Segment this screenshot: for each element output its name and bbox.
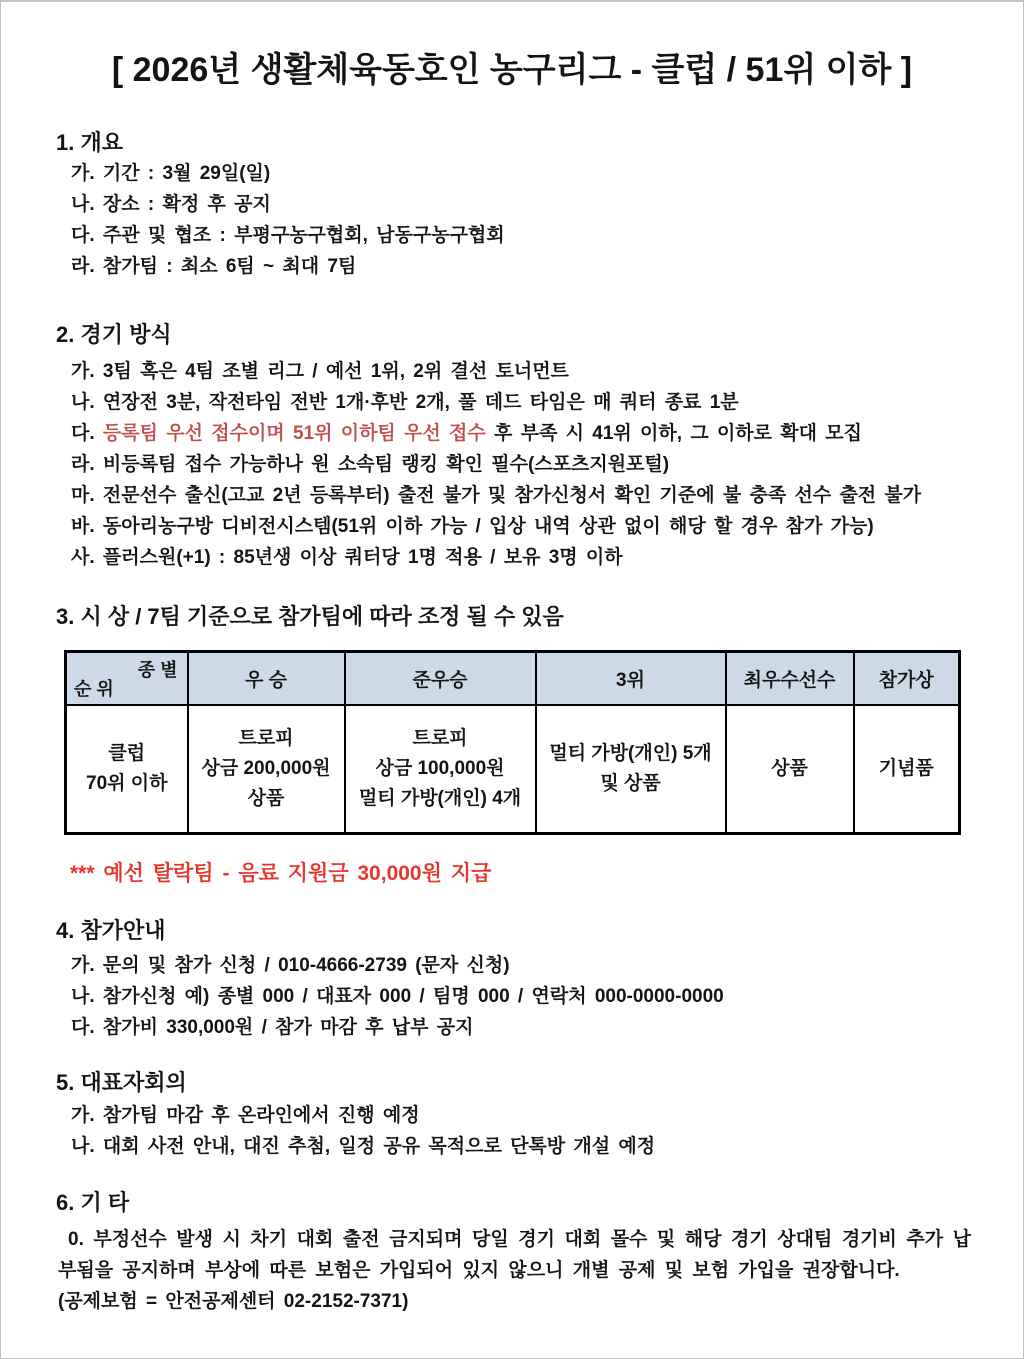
item-prefix: 다. (71, 423, 103, 444)
elimination-note: *** 예선 탈락팀 - 음료 지원금 30,000원 지급 (70, 862, 492, 885)
overview-items (56, 158, 975, 282)
prize-line: 상금 200,000원 (201, 757, 331, 779)
section-etc-heading: 6. 기 타 (56, 1190, 130, 1215)
list-item-highlighted (71, 418, 975, 449)
list-item: 나. 장소 : 확정 후 공지 (71, 194, 271, 215)
list-item: 사. 플러스원(+1) : 85년생 이상 쿼터당 1명 적용 / 보유 3명 이하 (71, 547, 623, 568)
row-label-cell (66, 705, 188, 834)
column-header-runner-up: 준우승 (345, 652, 536, 705)
section-awards (56, 602, 975, 887)
prize-line: 트로피 (238, 727, 294, 749)
etc-paragraph: 0. 부정선수 발생 시 차기 대회 출전 금지되며 당일 경기 대회 몰수 및 해당 경기 상대팀 경기비 추가 납부됨을 공지하며 부상에 따른 보험은 가입되어 있지 않으니 개별 공제 및 보험 가입을 권장합니다. (58, 1229, 971, 1281)
list-item: 가. 3팀 혹은 4팀 조별 리그 / 예선 1위, 2위 결선 토너먼트 (71, 361, 569, 382)
section-overview-heading: 1. 개요 (56, 130, 123, 155)
winner-prize-cell (188, 705, 345, 834)
list-item: 마. 전문선수 출신(고교 2년 등록부터) 출전 불가 및 참가신청서 확인 기준에 불 충족 선수 출전 불가 (71, 485, 922, 506)
corner-label-category: 종 별 (137, 660, 178, 680)
item-rest: 후 부족 시 41위 이하, 그 이하로 확대 모집 (485, 423, 862, 444)
mvp-prize-cell (726, 705, 854, 834)
section-registration (56, 916, 975, 1043)
registration-items (56, 950, 975, 1043)
prize-line: 기념품 (878, 757, 934, 779)
format-items (56, 356, 975, 573)
prize-table (64, 650, 961, 835)
list-item: 라. 참가팀 : 최소 6팀 ~ 최대 7팀 (71, 256, 357, 277)
table-corner-cell (66, 652, 188, 705)
column-header-participation: 참가상 (854, 652, 960, 705)
list-item: 가. 기간 : 3월 29일(일) (71, 163, 271, 184)
prize-table-header-row (66, 652, 960, 705)
prize-table-body-row (66, 705, 960, 834)
prize-line: 멀티 가방(개인) 4개 (358, 787, 522, 809)
section-awards-heading: 3. 시 상 / 7팀 기준으로 참가팀에 따라 조정 될 수 있음 (56, 604, 564, 629)
prize-line: 트로피 (412, 727, 468, 749)
column-header-mvp: 최우수선수 (726, 652, 854, 705)
meeting-items (56, 1100, 975, 1162)
list-item: 다. 참가비 330,000원 / 참가 마감 후 납부 공지 (71, 1017, 474, 1038)
list-item: 나. 연장전 3분, 작전타임 전반 1개·후반 2개, 풀 데드 타임은 매 쿼터 종료 1분 (71, 392, 739, 413)
participation-prize-cell (854, 705, 960, 834)
list-item: 바. 동아리농구방 디비전시스템(51위 이하 가능 / 입상 내역 상관 없이 해당 할 경우 참가 가능) (71, 516, 874, 537)
section-format (56, 320, 975, 573)
list-item: 가. 참가팀 마감 후 온라인에서 진행 예정 (71, 1105, 420, 1126)
row-label-line: 클럽 (108, 742, 146, 764)
priority-registration-highlight: 등록팀 우선 접수이며 51위 이하팀 우선 접수 (102, 423, 486, 444)
section-registration-heading: 4. 참가안내 (56, 918, 166, 943)
third-prize-cell (536, 705, 726, 834)
page-title: [ 2026년 생활체육동호인 농구리그 - 클럽 / 51위 이하 ] (111, 51, 913, 89)
list-item: 라. 비등록팀 접수 가능하나 원 소속팀 랭킹 확인 필수(스포츠지원포털) (71, 454, 670, 475)
column-header-third: 3위 (536, 652, 726, 705)
section-format-heading: 2. 경기 방식 (56, 322, 172, 347)
list-item: 가. 문의 및 참가 신청 / 010-4666-2739 (문자 신청) (71, 955, 510, 976)
list-item: 나. 대회 사전 안내, 대진 추첨, 일정 공유 목적으로 단톡방 개설 예정 (71, 1136, 656, 1157)
prize-line: 상품 (247, 787, 285, 809)
column-header-winner: 우 승 (188, 652, 345, 705)
insurance-contact-line: (공제보험 = 안전공제센터 02-2152-7371) (58, 1291, 409, 1312)
corner-label-rank: 순 위 (74, 678, 114, 699)
section-meeting (56, 1068, 975, 1162)
row-label-line: 70위 이하 (86, 772, 168, 794)
prize-line: 멀티 가방(개인) 5개 (549, 742, 712, 764)
section-etc (56, 1188, 975, 1317)
runner-up-prize-cell (345, 705, 536, 834)
list-item: 다. 주관 및 협조 : 부평구농구협회, 남동구농구협회 (71, 225, 505, 246)
prize-line: 및 상품 (600, 772, 661, 794)
prize-line: 상금 100,000원 (375, 757, 505, 779)
section-overview (56, 128, 975, 282)
prize-line: 상품 (771, 757, 808, 779)
section-meeting-heading: 5. 대표자회의 (56, 1070, 187, 1095)
list-item: 나. 참가신청 예) 종별 000 / 대표자 000 / 팀명 000 / 연락처 000-0000-0000 (71, 986, 724, 1007)
